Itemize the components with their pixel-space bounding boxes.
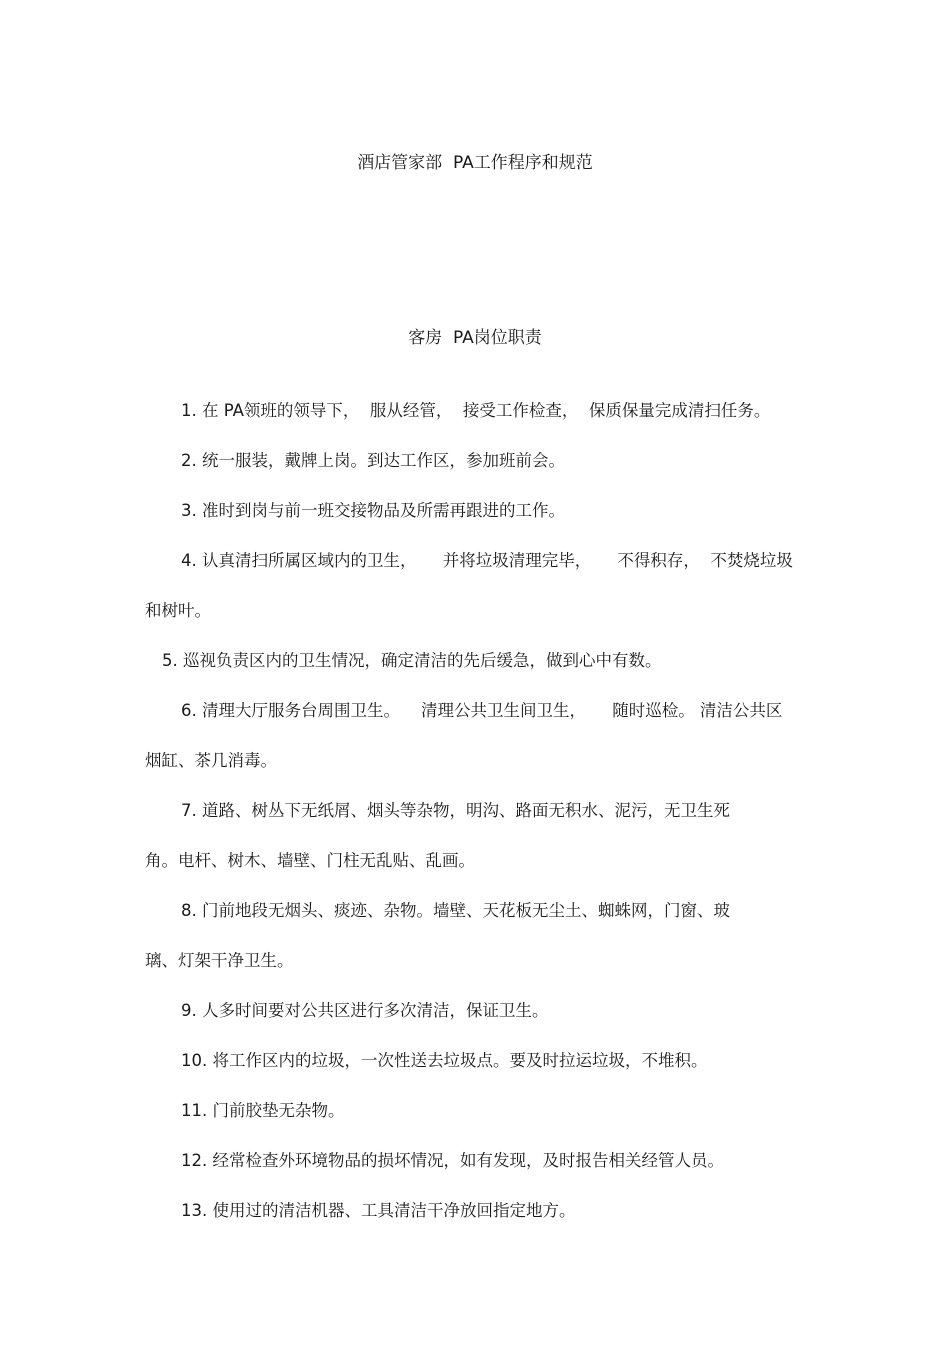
section-title: 客房 PA岗位职责 xyxy=(408,328,542,348)
duty-item-5: 5. 巡视负责区内的卫生情况，确定清洁的先后缓急，做到心中有数。 xyxy=(162,651,662,670)
duty-item-7: 7. 道路、树丛下无纸屑、烟头等杂物，明沟、路面无积水、泥污，无卫生死 xyxy=(181,801,730,820)
duty-item-4: 4. 认真清扫所属区域内的卫生， 并将垃圾清理完毕， 不得积存， 不焚烧垃圾 xyxy=(181,551,793,570)
duty-item-11: 11. 门前胶垫无杂物。 xyxy=(181,1101,345,1120)
document-title: 酒店管家部 PA工作程序和规范 xyxy=(357,153,593,173)
duty-item-7-continued: 角。电杆、树木、墙壁、门柱无乱贴、乱画。 xyxy=(145,851,475,870)
duty-item-9: 9. 人多时间要对公共区进行多次清洁，保证卫生。 xyxy=(181,1001,549,1020)
duty-item-12: 12. 经常检查外环境物品的损坏情况，如有发现，及时报告相关经管人员。 xyxy=(181,1151,724,1170)
duty-item-10: 10. 将工作区内的垃圾，一次性送去垃圾点。要及时拉运垃圾，不堆积。 xyxy=(181,1051,708,1070)
duty-item-6-continued: 烟缸、茶几消毒。 xyxy=(145,751,277,770)
duty-item-3: 3. 准时到岗与前一班交接物品及所需再跟进的工作。 xyxy=(181,501,565,520)
duty-item-8: 8. 门前地段无烟头、痰迹、杂物。墙壁、天花板无尘土、蜘蛛网，门窗、玻 xyxy=(181,901,730,920)
duty-item-6: 6. 清理大厅服务台周围卫生。 清理公共卫生间卫生， 随时巡检。 清洁公共区 xyxy=(181,701,783,720)
duty-item-8-continued: 璃、灯架干净卫生。 xyxy=(145,951,294,970)
duty-item-13: 13. 使用过的清洁机器、工具清洁干净放回指定地方。 xyxy=(181,1201,576,1220)
duty-list xyxy=(145,386,810,1236)
duty-item-4-continued: 和树叶。 xyxy=(145,601,211,620)
duty-item-1: 1. 在 PA领班的领导下， 服从经管， 接受工作检查， 保质保量完成清扫任务。 xyxy=(181,401,771,420)
duty-item-2: 2. 统一服装，戴牌上岗。到达工作区，参加班前会。 xyxy=(181,451,565,470)
